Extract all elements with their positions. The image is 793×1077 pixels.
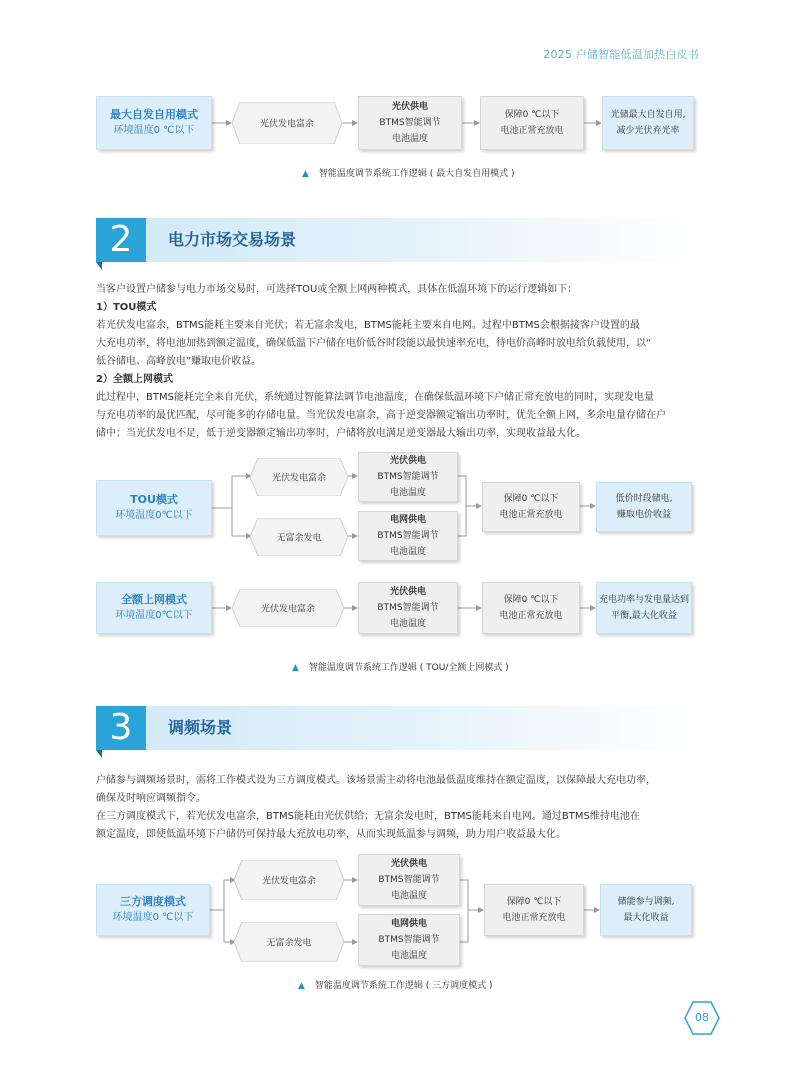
supply-line-3: 电池温度 [390, 891, 427, 901]
result-line-2: 平衡,最大化收益 [611, 611, 677, 621]
freq-text-line: 在三方调度模式下，若光伏发电富余，BTMS能耗由光伏供给；无富余发电时，BTMS能耗来自电网。通过BTMS维持电池在 [96, 811, 640, 822]
supply-box-grid [358, 914, 460, 966]
supply-title: 光伏供电 [390, 859, 427, 869]
condition-label: 无富余发电 [266, 938, 312, 949]
freq-text-line: 户储参与调频场景时，需将工作模式设为三方调度模式。该场景需主动将电池最低温度维持在额定温度，以保障最大充电功率， [96, 775, 656, 786]
result-line-2: 赚取电价收益 [616, 510, 671, 520]
mode-title: 最大自发自用模式 [110, 108, 198, 121]
page-number-badge [684, 1000, 720, 1036]
condition-label: 光伏发电富余 [271, 473, 326, 484]
guarantee-box [484, 884, 584, 936]
section-title: 电力市场交易场景 [168, 230, 297, 249]
guarantee-line-2: 电池正常充放电 [499, 510, 563, 520]
full-grid-text-line: 储中；当光伏发电不足，低于逆变器额定输出功率时，户储将放电满足逆变器最大输出功率，实现收益最大化。 [96, 428, 586, 439]
full-grid-text-line: 与充电功率的最优匹配，尽可能多的存储电量。当光伏发电富余，高于逆变器额定输出功率时，优先全额上网，多余电量存储在户 [96, 410, 666, 421]
caption-text: 智能温度调节系统工作逻辑 ( 最大自发自用模式 ) [318, 169, 515, 179]
guarantee-line-2: 电池正常充放电 [502, 913, 566, 923]
intro-text: 当客户设置户储参与电力市场交易时，可选择TOU或全额上网两种模式，具体在低温环境下的运行逻辑如下： [96, 284, 578, 295]
guarantee-line-1: 保障0 ℃以下 [503, 595, 559, 605]
header-title: 2025 户储智能低温加热白皮书 [543, 48, 699, 61]
condition-label: 光伏发电富余 [261, 876, 316, 887]
guarantee-line-1: 保障0 ℃以下 [503, 494, 559, 504]
result-line-1: 低价时段储电, [615, 494, 673, 504]
tou-text-line: 若光伏发电富余，BTMS能耗主要来自光伏；若无富余发电，BTMS能耗主要来自电网。过程中BTMS会根据接客户设置的最 [96, 320, 640, 331]
result-line-1: 充电功率与发电量达到 [598, 595, 689, 605]
supply-line-3: 电池温度 [389, 619, 426, 629]
caption-text: 智能温度调节系统工作逻辑 ( 三方调度模式 ) [314, 981, 493, 991]
freq-text-line: 确保及时响应调频指令。 [96, 793, 206, 804]
result-line-1: 光储最大自发自用, [610, 110, 686, 120]
full-grid-text-line: 此过程中，BTMS能耗完全来自光伏，系统通过智能算法调节电池温度，在确保低温环境下户储正常充放电的同时，实现发电量 [96, 392, 654, 403]
section-title: 调频场景 [168, 718, 233, 737]
supply-line-2: BTMS智能调节 [377, 603, 439, 613]
tou-text-line: 低谷储电、高峰放电”赚取电价收益。 [96, 356, 262, 367]
mode-condition: 环境温度0℃以下 [115, 610, 193, 621]
result-line-2: 减少光伏弃光率 [616, 126, 680, 136]
subheading-full-grid: 2）全额上网模式 [96, 374, 173, 385]
supply-box-pv [358, 854, 460, 906]
mode-box [96, 884, 210, 936]
condition-label: 光伏发电富余 [259, 119, 314, 130]
caption-text: 智能温度调节系统工作逻辑 ( TOU/全额上网模式 ) [308, 663, 509, 673]
supply-line-2: BTMS智能调节 [377, 472, 439, 482]
mode-title: TOU模式 [130, 493, 178, 506]
guarantee-line-1: 保障0 ℃以下 [506, 897, 562, 907]
supply-line-2: BTMS智能调节 [378, 935, 440, 945]
figure-caption [298, 978, 493, 991]
tou-text-line: 大充电功率，将电池加热到额定温度，确保低温下户储在电价低谷时段能以最快速率充电，待电价高峰时放电给负载使用，以“ [96, 338, 652, 349]
condition-diamond-surplus [234, 860, 344, 900]
supply-line-3: 电池温度 [389, 488, 426, 498]
page-number: 08 [695, 1011, 709, 1024]
guarantee-line-1: 保障0 ℃以下 [504, 110, 560, 120]
supply-title: 电网供电 [390, 919, 427, 929]
section-number: 2 [96, 218, 146, 262]
triangle-icon: ▲ [302, 169, 309, 179]
supply-title: 光伏供电 [389, 456, 426, 466]
supply-title: 光伏供电 [391, 102, 428, 112]
mode-condition: 环境温度0℃以下 [115, 510, 193, 521]
triangle-icon: ▲ [298, 981, 305, 991]
mode-condition: 环境温度0 ℃以下 [113, 125, 195, 136]
supply-line-3: 电池温度 [391, 134, 428, 144]
supply-line-2: BTMS智能调节 [379, 118, 441, 128]
mode-title: 三方调度模式 [120, 895, 186, 908]
result-line-2: 最大化收益 [623, 913, 669, 923]
guarantee-line-2: 电池正常充放电 [499, 611, 563, 621]
supply-line-3: 电池温度 [389, 547, 426, 557]
section-number: 3 [96, 706, 146, 750]
freq-text-line: 额定温度，即使低温环境下户储仍可保持最大充放电功率，从而实现低温参与调频，助力用户收益最大化。 [96, 829, 566, 840]
supply-title: 光伏供电 [389, 587, 426, 597]
guarantee-line-2: 电池正常充放电 [500, 126, 564, 136]
mode-title: 全额上网模式 [121, 593, 187, 606]
condition-diamond-no-surplus [234, 922, 344, 962]
subheading-tou: 1）TOU模式 [96, 302, 157, 313]
result-line-1: 储能参与调频, [617, 897, 675, 907]
result-box [600, 884, 692, 936]
supply-line-2: BTMS智能调节 [377, 531, 439, 541]
triangle-icon: ▲ [292, 663, 299, 673]
condition-label: 无富余发电 [276, 533, 322, 544]
supply-line-2: BTMS智能调节 [378, 875, 440, 885]
supply-title: 电网供电 [389, 515, 426, 525]
condition-label: 光伏发电富余 [260, 604, 315, 615]
supply-line-3: 电池温度 [390, 951, 427, 961]
mode-condition: 环境温度0 ℃以下 [112, 912, 194, 923]
